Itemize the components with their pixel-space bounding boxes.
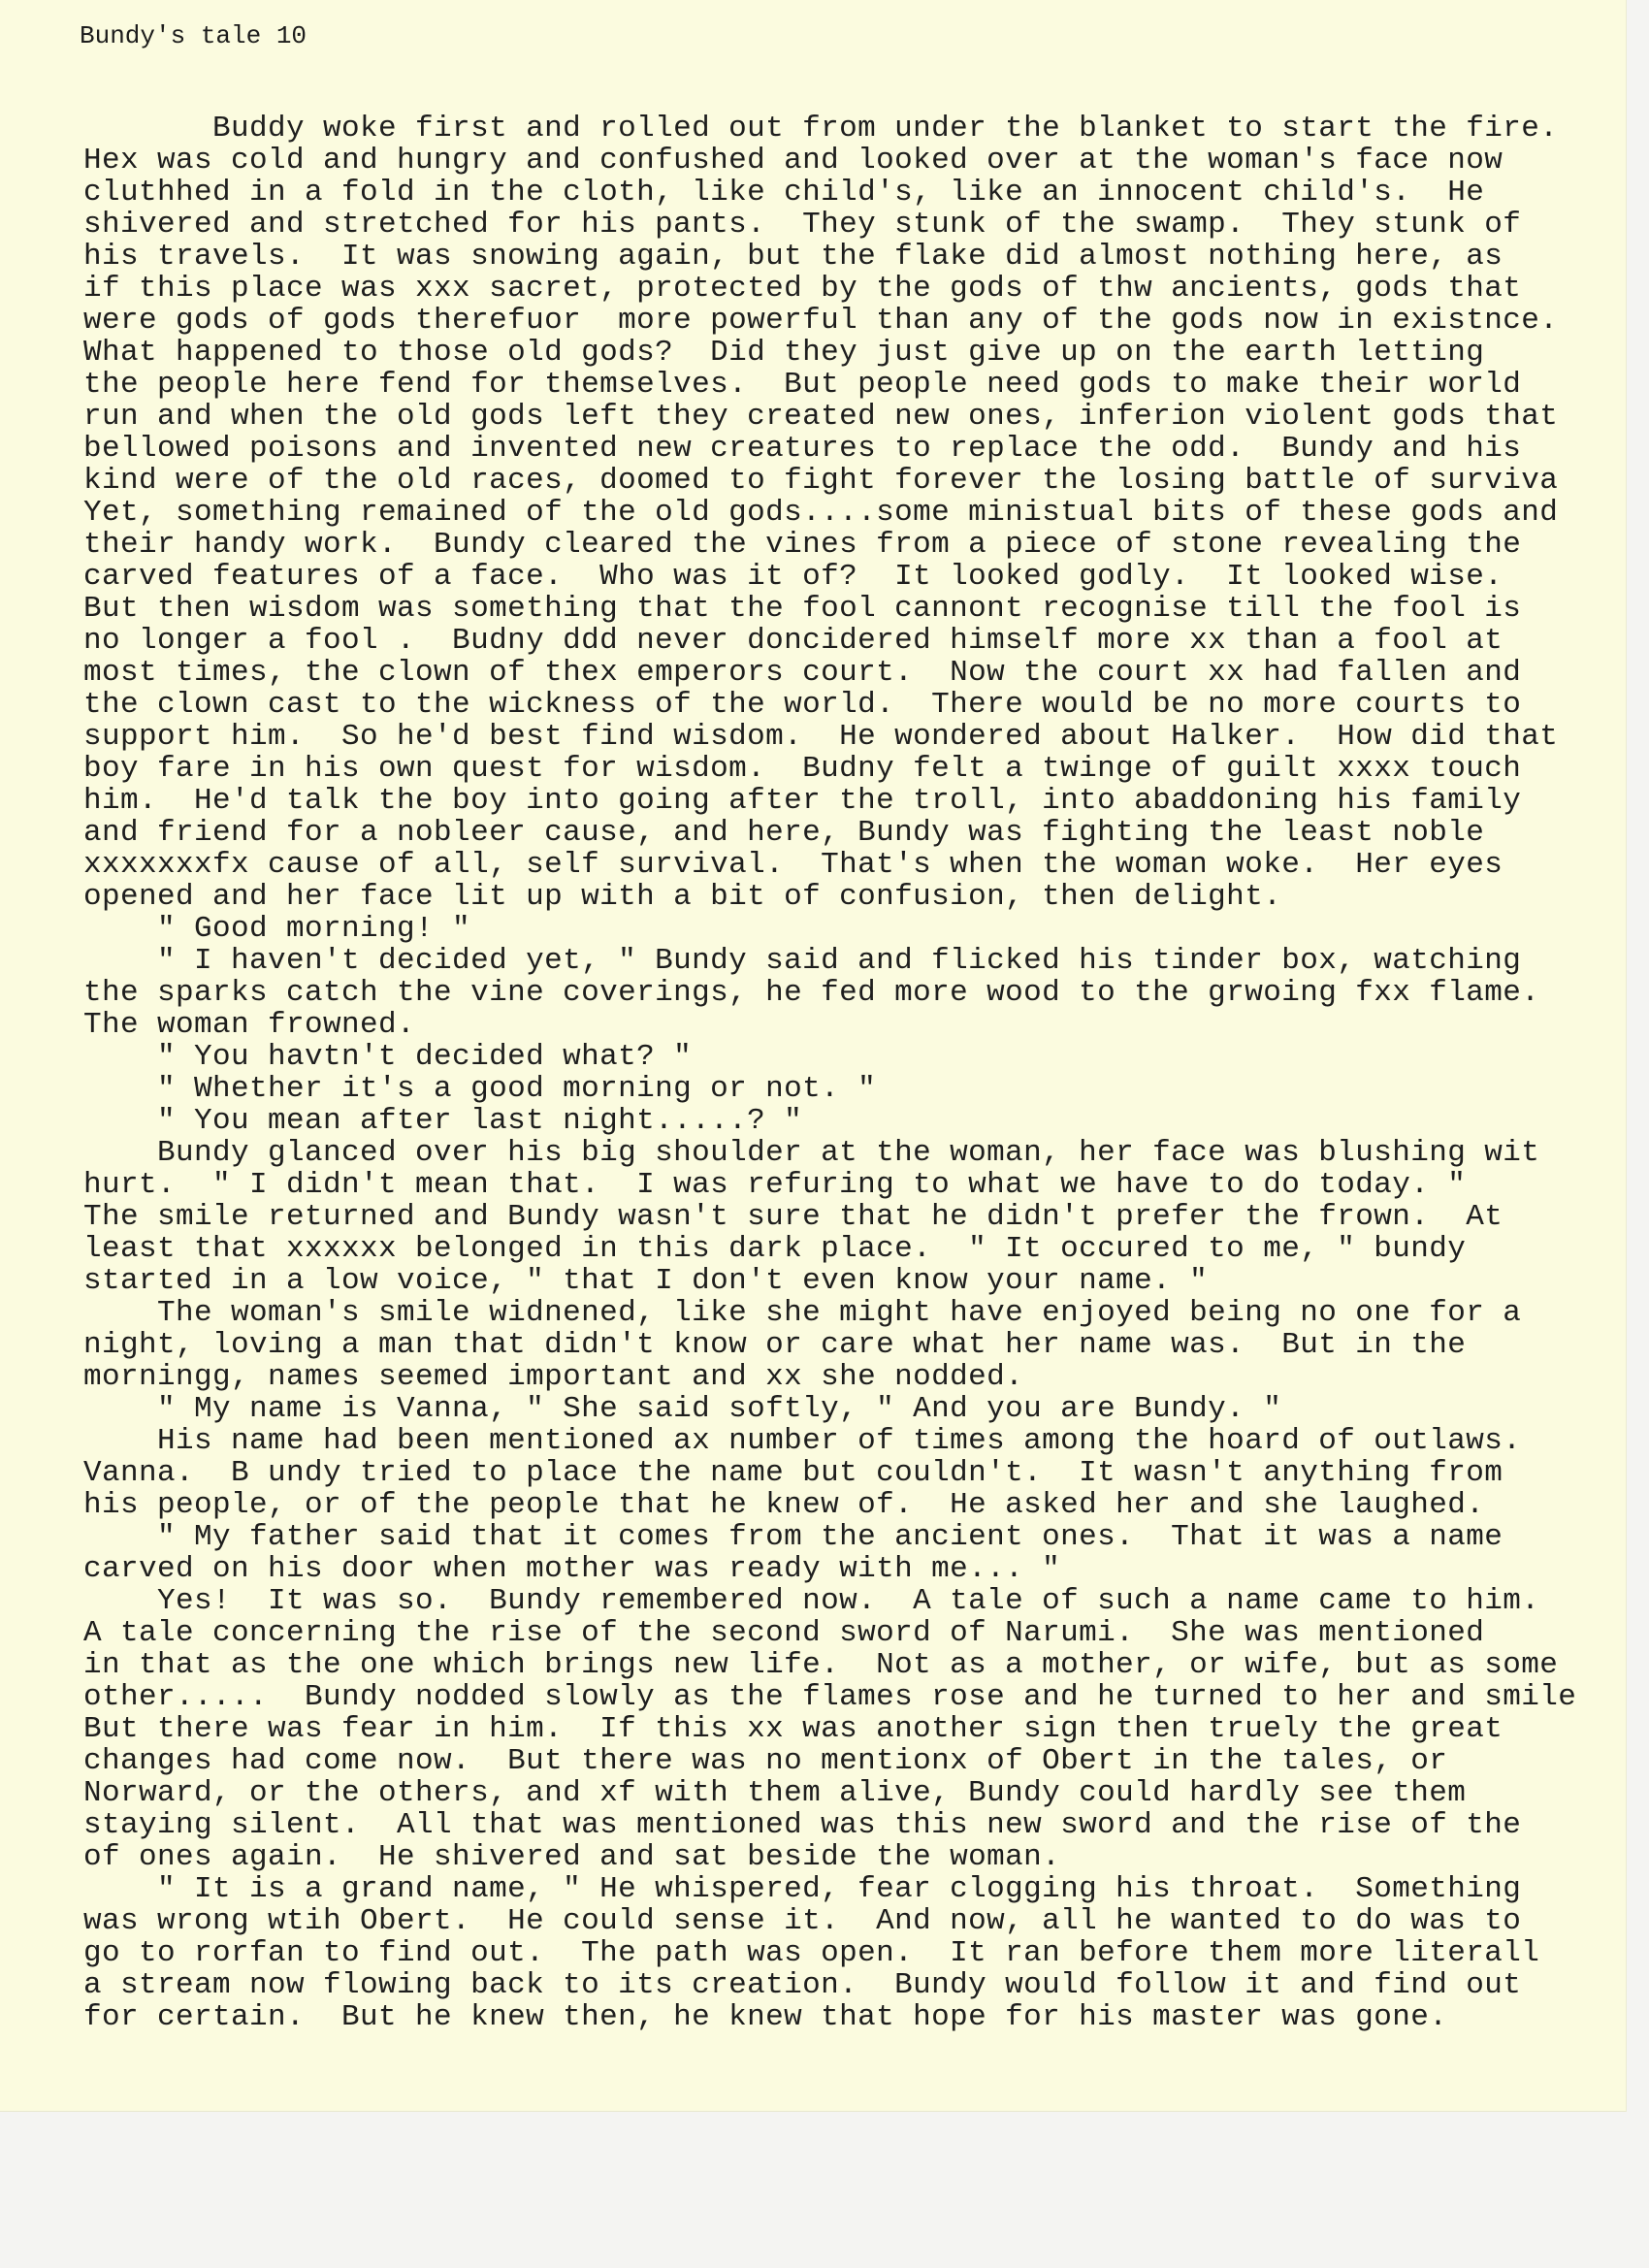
text-line: other..... Bundy nodded slowly as the flames rose and he turned to her and smile [83, 1680, 1577, 1714]
text-line: Vanna. B undy tried to place the name but couldn't. It wasn't anything from [83, 1456, 1504, 1490]
text-line: " I haven't decided yet, " Bundy said and flicked his tinder box, watching [83, 944, 1522, 978]
text-line: His name had been mentioned ax number of times among the hoard of outlaws. [83, 1424, 1522, 1458]
text-line: " My name is Vanna, " She said softly, " And you are Bundy. " [83, 1392, 1282, 1426]
text-line: started in a low voice, " that I don't even know your name. " [83, 1264, 1209, 1298]
text-line: opened and her face lit up with a bit of confusion, then delight. [83, 880, 1282, 914]
text-line: was wrong wtih Obert. He could sense it. And now, all he wanted to do was to [83, 1904, 1522, 1938]
page-header: Bundy's tale 10 [80, 21, 307, 50]
text-line: hurt. " I didn't mean that. I was refuring to what we have to do today. " [83, 1168, 1467, 1202]
text-line: carved features of a face. Who was it of? It looked godly. It looked wise. [83, 560, 1504, 594]
text-line: in that as the one which brings new life. Not as a mother, or wife, but as some [83, 1648, 1559, 1682]
text-line: But there was fear in him. If this xx was another sign then truely the great [83, 1712, 1504, 1746]
story-text [83, 113, 1626, 2033]
text-line: Buddy woke first and rolled out from under the blanket to start the fire. [83, 113, 1559, 146]
text-line: night, loving a man that didn't know or care what her name was. But in the [83, 1328, 1467, 1362]
text-line: " Good morning! " [83, 912, 471, 946]
text-line: Yet, something remained of the old gods....some ministual bits of these gods and [83, 496, 1559, 530]
text-line: The woman's smile widnened, like she might have enjoyed being no one for a [83, 1296, 1522, 1330]
text-line: " Whether it's a good morning or not. " [83, 1072, 877, 1106]
text-line: xxxxxxxfx cause of all, self survival. That's when the woman woke. Her eyes [83, 848, 1504, 882]
text-line: if this place was xxx sacret, protected by the gods of thw ancients, gods that [83, 272, 1522, 306]
text-line: bellowed poisons and invented new creatures to replace the odd. Bundy and his [83, 432, 1522, 466]
text-line: The woman frowned. [83, 1008, 416, 1042]
text-line: " You mean after last night.....? " [83, 1104, 803, 1138]
text-line: staying silent. All that was mentioned was this new sword and the rise of the [83, 1808, 1522, 1842]
text-line: The smile returned and Bundy wasn't sure that he didn't prefer the frown. At [83, 1200, 1504, 1234]
text-line: boy fare in his own quest for wisdom. Budny felt a twinge of guilt xxxx touch [83, 752, 1522, 786]
text-line: kind were of the old races, doomed to fight forever the losing battle of surviva [83, 464, 1559, 498]
text-line: most times, the clown of thex emperors court. Now the court xx had fallen and [83, 656, 1522, 690]
text-line: " It is a grand name, " He whispered, fear clogging his throat. Something [83, 1872, 1522, 1906]
text-line: Hex was cold and hungry and confushed and looked over at the woman's face now [83, 144, 1504, 178]
text-line: Norward, or the others, and xf with them alive, Bundy could hardly see them [83, 1776, 1467, 1810]
text-line: the clown cast to the wickness of the world. There would be no more courts to [83, 688, 1522, 722]
text-line: and friend for a nobleer cause, and here, Bundy was fighting the least noble [83, 816, 1485, 850]
text-line: their handy work. Bundy cleared the vines from a piece of stone revealing the [83, 528, 1522, 562]
text-line: shivered and stretched for his pants. They stunk of the swamp. They stunk of [83, 208, 1522, 242]
text-line: him. He'd talk the boy into going after the troll, into abaddoning his family [83, 784, 1522, 818]
text-line: go to rorfan to find out. The path was open. It ran before them more literall [83, 1936, 1540, 1970]
text-line: run and when the old gods left they created new ones, inferion violent gods that [83, 400, 1559, 434]
text-line: his people, or of the people that he knew of. He asked her and she laughed. [83, 1488, 1485, 1522]
text-line: of ones again. He shivered and sat beside the woman. [83, 1840, 1061, 1874]
text-line: least that xxxxxx belonged in this dark place. " It occured to me, " bundy [83, 1232, 1467, 1266]
text-line: Yes! It was so. Bundy remembered now. A tale of such a name came to him. [83, 1584, 1540, 1618]
text-line: carved on his door when mother was ready with me... " [83, 1552, 1061, 1586]
text-line: morningg, names seemed important and xx she nodded. [83, 1360, 1024, 1394]
text-line: " My father said that it comes from the ancient ones. That it was a name [83, 1520, 1504, 1554]
text-line: cluthhed in a fold in the cloth, like child's, like an innocent child's. He [83, 176, 1485, 210]
text-line: the people here fend for themselves. But people need gods to make their world [83, 368, 1522, 402]
text-line: no longer a fool . Budny ddd never doncidered himself more xx than a fool at [83, 624, 1504, 658]
text-line: his travels. It was snowing again, but the flake did almost nothing here, as [83, 240, 1504, 274]
text-line: support him. So he'd best find wisdom. He wondered about Halker. How did that [83, 720, 1559, 754]
text-line: a stream now flowing back to its creation. Bundy would follow it and find out [83, 1968, 1522, 2002]
text-line: the sparks catch the vine coverings, he fed more wood to the grwoing fxx flame. [83, 976, 1540, 1010]
text-line: changes had come now. But there was no mentionx of Obert in the tales, or [83, 1744, 1448, 1778]
text-line: " You havtn't decided what? " [83, 1040, 693, 1074]
text-line: for certain. But he knew then, he knew that hope for his master was gone. [83, 2000, 1448, 2033]
text-line: What happened to those old gods? Did they just give up on the earth letting [83, 336, 1485, 370]
text-line: Bundy glanced over his big shoulder at the woman, her face was blushing wit [83, 1136, 1540, 1170]
text-line: were gods of gods therefuor more powerful than any of the gods now in existnce. [83, 304, 1559, 338]
text-line: A tale concerning the rise of the second sword of Narumi. She was mentioned [83, 1616, 1485, 1650]
text-line: But then wisdom was something that the fool cannont recognise till the fool is [83, 592, 1522, 626]
